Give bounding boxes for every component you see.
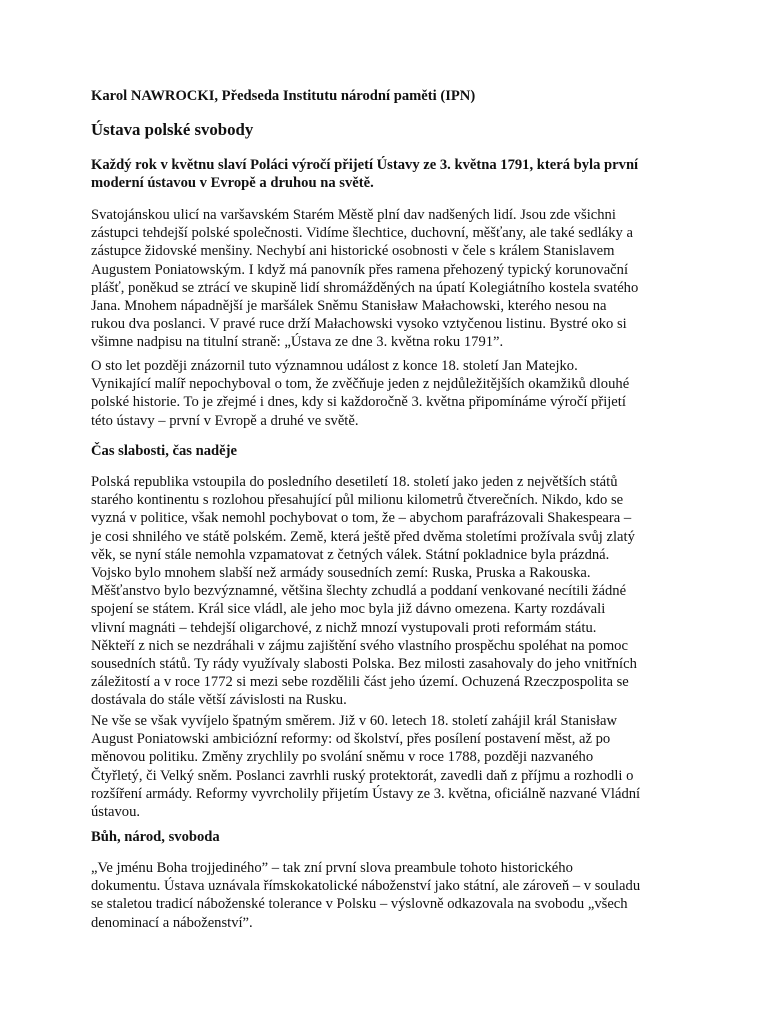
paragraph-line: Vynikající malíř nepochyboval o tom, že zvěčňuje jeden z nejdůležitějších okamžiků dlouhé [91,376,630,393]
lead-line: moderní ústavou v Evropě a druhou na světě. [91,175,374,192]
paragraph-line: polské historie. To je zřejmé i dnes, kdy si každoročně 3. května připomínáme výročí přijetí [91,394,626,411]
paragraph-line: Ne vše se však vyvíjelo špatným směrem. Již v 60. letech 18. století zahájil král Stanisław [91,713,618,729]
paragraph-2 [91,357,691,430]
paragraph-line: Jana. Mnohem nápadnější je maršálek Sněmu Stanisław Małachowski, kterého nesou na [91,298,607,315]
paragraph-line: vlivní magnáti – tehdejší oligarchové, z nichž mnozí vystupovali proti reformám státu. [91,619,597,636]
lead-line: Každý rok v květnu slaví Poláci výročí přijetí Ústavy ze 3. května 1791, která byla první [91,157,639,173]
lead-paragraph [91,156,691,192]
paragraph-4 [91,712,691,821]
paragraph-line: rozšíření armády. Reformy vyvrcholily přijetím Ústavy ze 3. května, oficiálně nazvané Vládní [91,785,641,802]
paragraph-line: Čtyřletý, či Velký sněm. Poslanci zavrhli ruský protektorát, zavedli daň z příjmu a rozhodli o [91,767,634,784]
paragraph-line: vyzná v politice, však nemohl pochybovat o tom, že – abychom parafrázovali Shakespeara – [91,510,632,527]
document-title: Ústava polské svobody [91,120,254,139]
paragraph-line: Svatojánskou ulicí na varšavském Starém Městě plní dav nadšených lidí. Jsou zde všichni [91,207,616,223]
paragraph-line: denominací a náboženství”. [91,914,253,931]
paragraph-line: Měšťanstvo bylo bezvýznamné, většina šlechty zchudlá a poddaní venkované necítili žádné [91,583,627,600]
paragraph-line: rukou dva poslanci. V pravé ruce drží Małachowski vysoko vztyčenou listinu. Bystré oko si [91,316,627,333]
paragraph-line: se staletou tradicí náboženské tolerance v Polsku – výslovně odkazovala na svobodu „všech [91,896,628,913]
paragraph-line: starého kontinentu s rozlohou přesahující půl milionu kilometrů čtverečních. Nikdo, kdo se [91,492,624,509]
paragraph-line: záležitostí a v roce 1772 si mezi sebe rozdělili část jeho území. Ochuzená Rzeczpospolita se [91,674,629,691]
paragraph-line: „Ve jménu Boha trojjediného” – tak zní první slova preambule tohoto historického [91,860,573,876]
paragraph-line: Vojsko bylo mnohem slabší než armády sousedních zemí: Ruska, Pruska a Rakouska. [91,565,591,582]
paragraph-line: dostávala do stále větší závislosti na Rusku. [91,692,347,709]
paragraph-line: plášť, poněkud se ztrácí ve skupině lidí shromážděných na úpatí Kolegiátního kostela svatého [91,279,639,296]
paragraph-line: všimne nadpisu na titulní straně: „Ústava ze dne 3. května roku 1791”. [91,334,504,351]
paragraph-1 [91,206,691,352]
paragraph-line: spojení se státem. Král sice vládl, ale jeho moc byla již dávno omezena. Karty rozdávali [91,601,606,618]
paragraph-line: dokumentu. Ústava uznávala římskokatolické náboženství jako státní, ale zároveň – v souladu [91,878,641,895]
paragraph-line: August Poniatowski ambiciózní reformy: od školství, přes posílení postavení měst, až po [91,731,611,748]
paragraph-line: ústavou. [91,804,141,821]
paragraph-line: věk, se nyní stále nemohla vzpamatovat z četných válek. Státní pokladnice byla prázdná. [91,546,610,563]
paragraph-line: zástupce židovské menšiny. Nechybí ani historické osobnosti v čele s králem Stanislavem [91,243,615,260]
paragraph-3 [91,473,691,710]
section-heading-cas-slabosti: Čas slabosti, čas naděje [91,443,237,459]
paragraph-line: měnovou politiku. Změny zrychlily po svolání sněmu v roce 1788, později nazvaného [91,749,594,766]
paragraph-line: Polská republika vstoupila do posledního desetiletí 18. století jako jeden z největších států [91,474,618,490]
paragraph-line: je cosi shnilého ve státě polském. Země, která ještě před dvěma stoletími prožívala svůj zlatý [91,528,635,545]
paragraph-line: Augustem Poniatowským. I když má panovník přes ramena přehozený typický korunovační [91,261,629,278]
section-heading-buh-narod-svoboda: Bůh, národ, svoboda [91,829,220,845]
paragraph-line: O sto let později znázornil tuto významnou událost z konce 18. století Jan Matejko. [91,358,578,374]
paragraph-line: této ústavy – první v Evropě a druhé ve světě. [91,412,359,429]
paragraph-line: Někteří z nich se nezdráhali v zájmu zajištění svého vlastního prospěchu spoléhat na pomoc [91,637,628,654]
author-line: Karol NAWROCKI, Předseda Institutu národní paměti (IPN) [91,88,476,104]
paragraph-line: zástupci tehdejší polské společnosti. Vidíme šlechtice, duchovní, měšťany, ale také sedláky a [91,225,633,242]
paragraph-5 [91,859,691,932]
paragraph-line: sousedních států. Ty rády využívaly slabosti Polska. Bez milosti zasahovaly do jeho vnitřních [91,656,637,673]
